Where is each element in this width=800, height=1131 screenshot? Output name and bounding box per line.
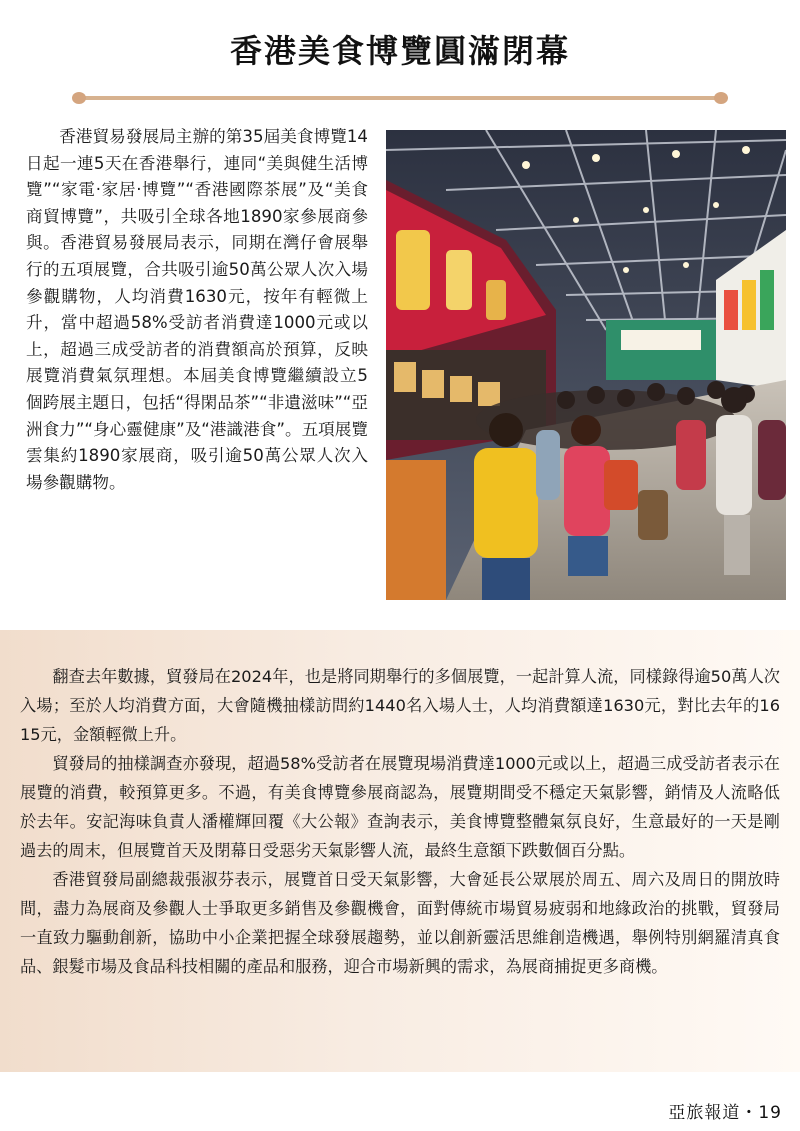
intro-paragraph: 香港貿易發展局主辦的第35屆美食博覽14日起一連5天在香港舉行，連同“美與健生活博覽”“家電·家居·博覽”“香港國際茶展”及“美食商貿博覽”，共吸引全球各地1890家參展商參與。香港貿易發展局表示，同期在灣仔會展舉行的五項展覽，合共吸引逾50萬公眾人次入場參觀購物，人均消費1630元，按年有輕微上升，當中超過58%受訪者消費達1000元或以上，超過三成受訪者的消費額高於預算，反映展覽消費氣氛理想。本屆美食博覽繼續設立5個跨展主題日，包括“得閑品茶”“非遺滋味”“亞洲食力”“身心靈健康”及“港識港食”。五項展覽雲集約1890家展商，吸引逾50萬公眾人次入場參觀購物。 — [26, 127, 368, 492]
expo-hall-illustration — [386, 130, 786, 600]
title-divider — [80, 96, 720, 100]
page-footer-label: 亞旅報道・19 — [668, 1103, 782, 1123]
body-paragraph-1: 翻查去年數據，貿發局在2024年，也是將同期舉行的多個展覽，一起計算人流，同樣錄得逾50萬人次入場；至於人均消費方面，大會隨機抽樣訪問約1440名入場人士，人均消費額達1630元，對比去年的1615元，金額輕微上升。 — [20, 667, 780, 744]
body-paragraph-2: 貿發局的抽樣調查亦發現，超過58%受訪者在展覽現場消費達1000元或以上，超過三成受訪者表示在展覽的消費，較預算更多。不過，有美食博覽參展商認為，展覽期間受不穩定天氣影響，銷情及人流略低於去年。安記海味負責人潘權輝回覆《大公報》查詢表示，美食博覽整體氣氛良好，生意最好的一天是剛過去的周末，但展覽首天及閉幕日受惡劣天氣影響人流，最終生意額下跌數個百分點。 — [20, 754, 780, 860]
article-title: 香港美食博覽圓滿閉幕 — [229, 32, 570, 70]
article-body — [20, 662, 780, 981]
expo-hall-photo — [386, 130, 786, 600]
divider-dot-left — [72, 92, 86, 104]
body-paragraph-3: 香港貿發局副總裁張淑芬表示，展覽首日受天氣影響，大會延長公眾展於周五、周六及周日的開放時間，盡力為展商及參觀人士爭取更多銷售及參觀機會，面對傳統市場貿易疲弱和地緣政治的挑戰，貿發局一直致力驅動創新，協助中小企業把握全球發展趨勢，並以創新靈活思維創造機遇，舉例特別網羅清真食品、銀髮市場及食品科技相關的產品和服務，迎合市場新興的需求，為展商捕捉更多商機。 — [20, 870, 780, 976]
divider-dot-right — [714, 92, 728, 104]
